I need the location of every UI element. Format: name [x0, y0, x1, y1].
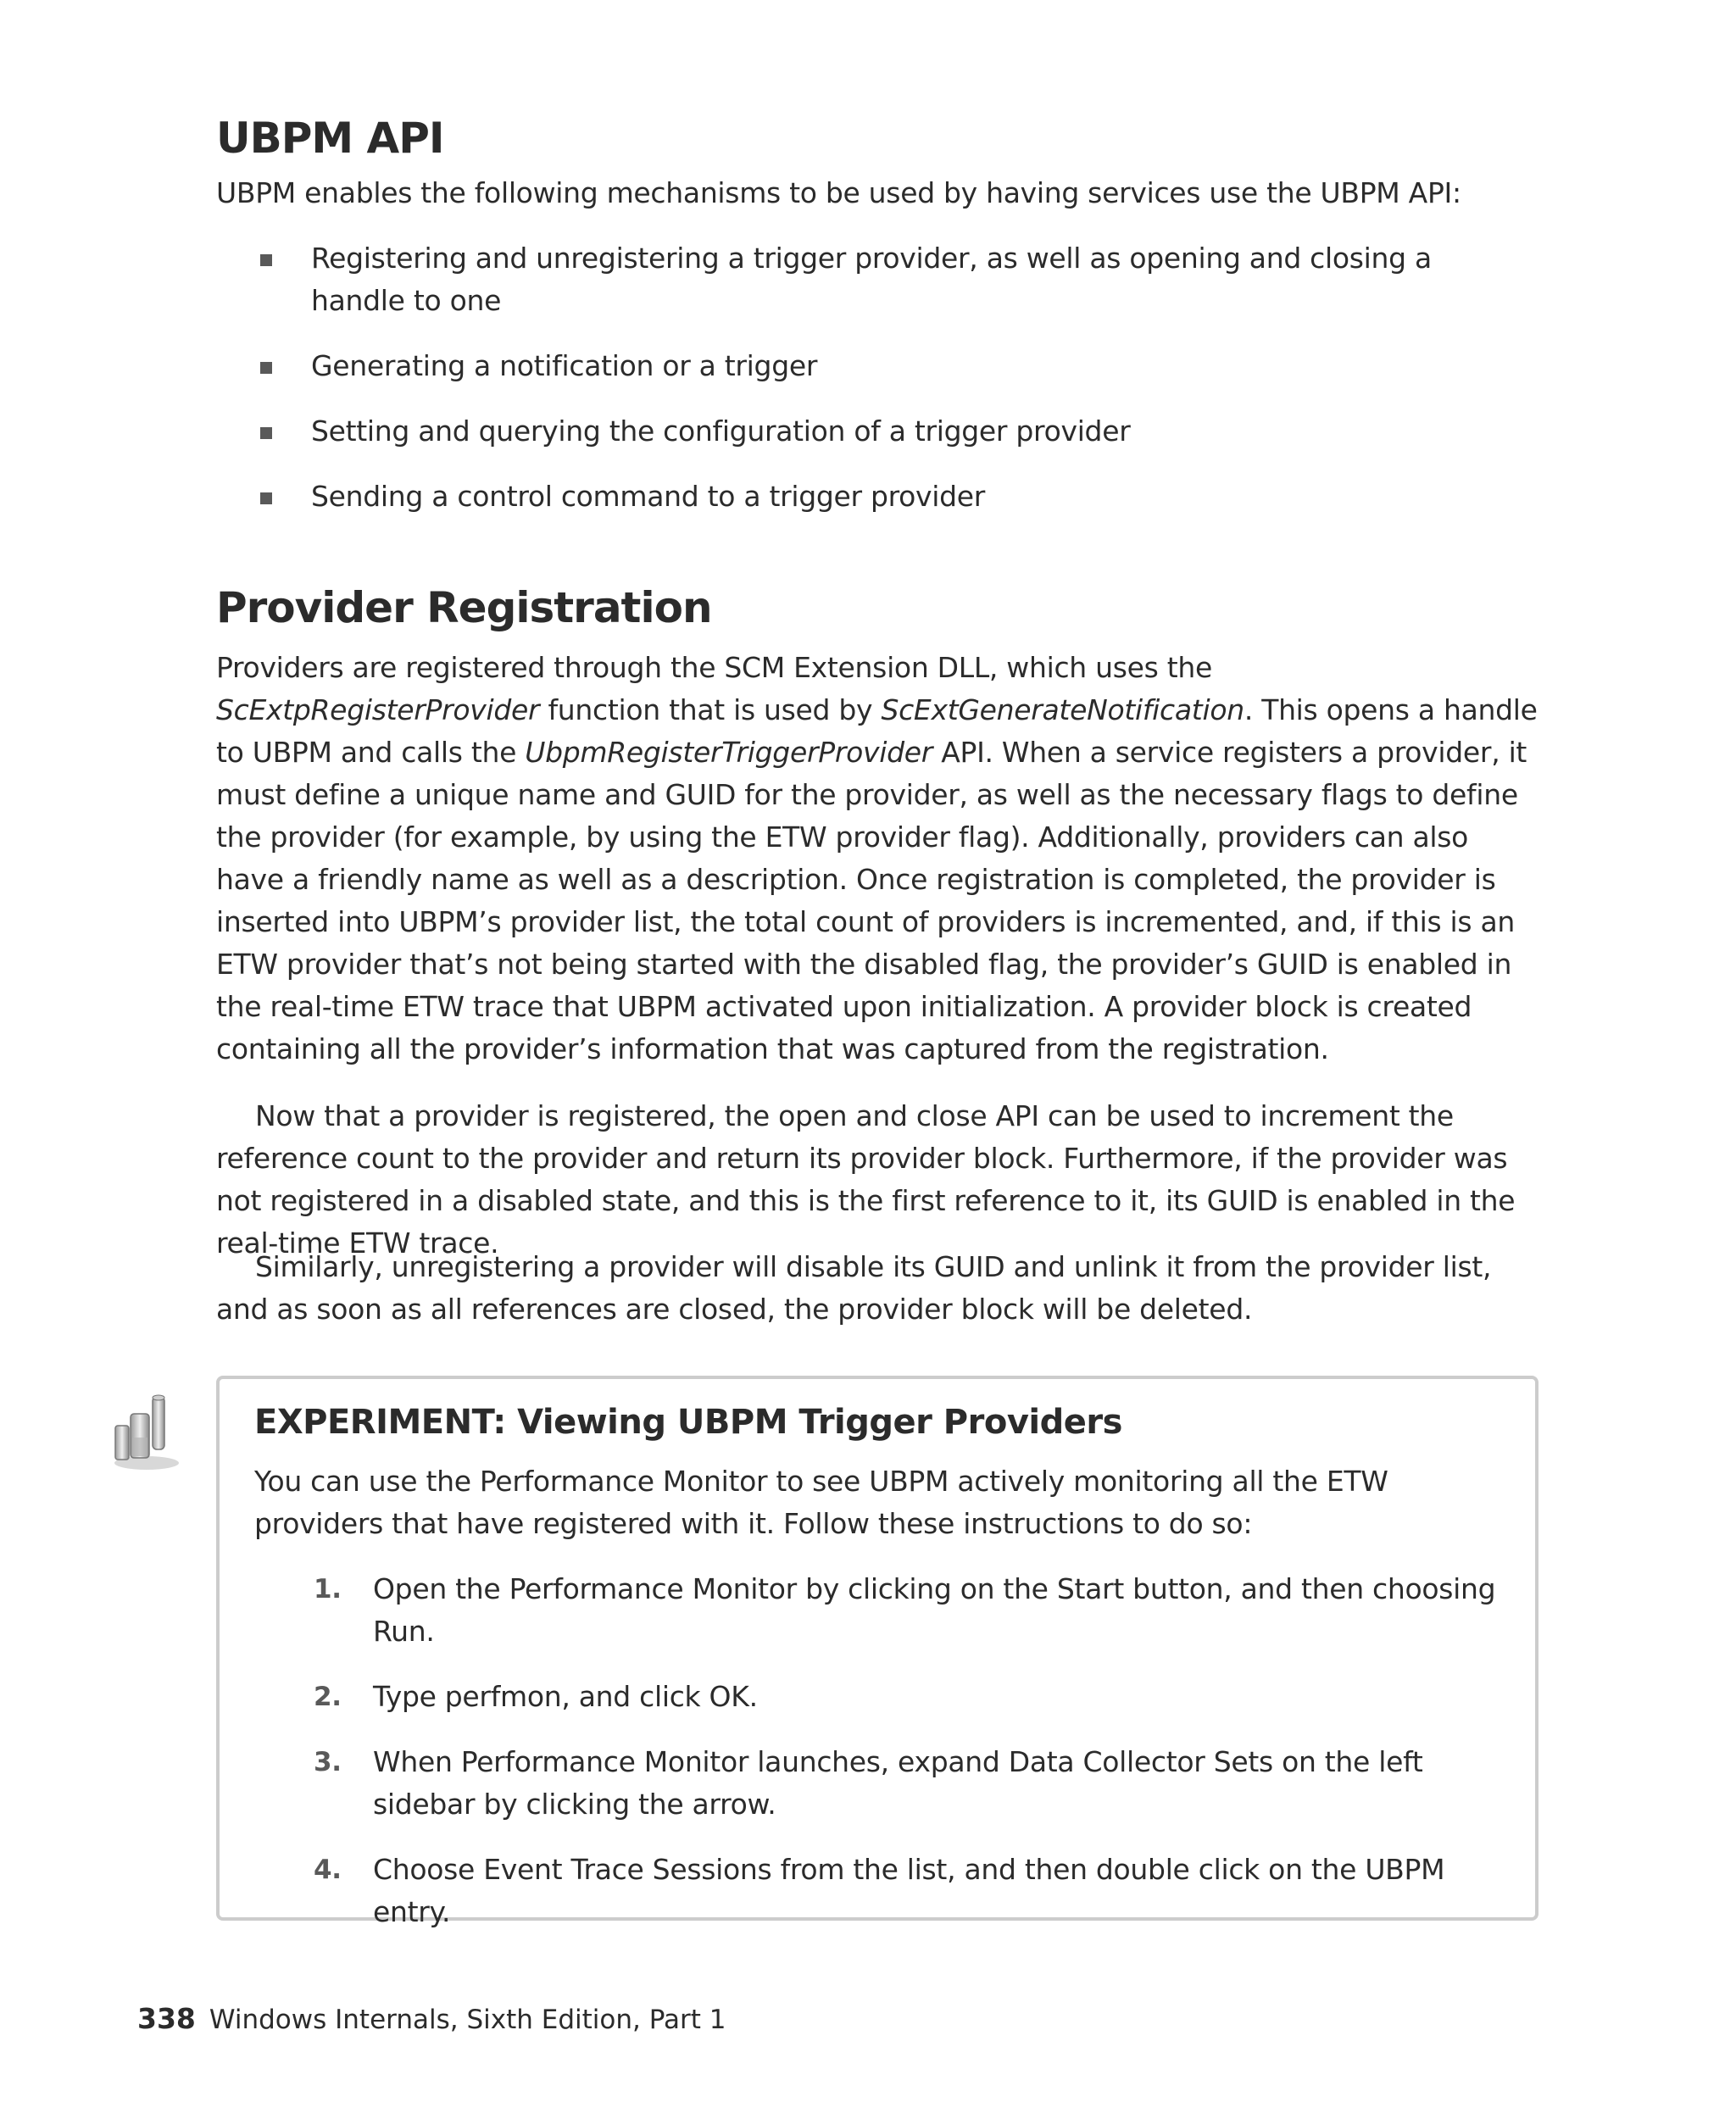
text-run: API. When a service registers a provider, it must define a unique name and GUID for the provider, as well as the necessary flags to define the provider (for example, by using the ETW provider flag). Additionally, providers can also have a friendly name as well as a description. Once registration is completed, the provider is inserted into UBPM’s provider list, the total count of providers is incremented, and, if this is an ETW provider that’s not being started with the disabled flag, the provider’s GUID is enabled in the real-time ETW trace that UBPM activated upon initialization. A provider block is created containing all the provider’s information that was captured from the registration. — [216, 736, 1527, 1065]
paragraph-registration — [216, 647, 1538, 1071]
text-run: . This opens a handle to UBPM and calls the — [216, 693, 1538, 769]
step-text: Choose Event Trace Sessions from the list, and then double click on the UBPM entry. — [373, 1853, 1445, 1928]
paragraph-open-close: Now that a provider is registered, the open and close API can be used to increment the reference count to the provider and return its provider block. Furthermore, if the provider was not registered in a disabled state, and this is the first reference to it, its GUID is enabled in the real-time ETW trace. — [216, 1099, 1516, 1260]
section-heading-ubpm-api: UBPM API — [216, 114, 444, 163]
step-text: When Performance Monitor launches, expand Data Collector Sets on the left sidebar by clicking the arrow. — [373, 1745, 1423, 1821]
step-number: 2. — [314, 1682, 342, 1712]
step-text: Type perfmon, and click OK. — [373, 1680, 758, 1713]
step-number: 3. — [314, 1747, 342, 1777]
list-item: Sending a control command to a trigger provider — [260, 476, 1511, 518]
step-number: 4. — [314, 1855, 342, 1885]
mechanism-list — [260, 237, 1511, 541]
list-item: Setting and querying the configuration of a trigger provider — [260, 410, 1511, 453]
step-text: Open the Performance Monitor by clicking on the Start button, and then choosing Run. — [373, 1572, 1496, 1648]
list-item: Generating a notification or a trigger — [260, 345, 1511, 387]
step-number: 1. — [314, 1574, 342, 1605]
step-item — [254, 1741, 1509, 1826]
experiment-steps — [254, 1568, 1509, 1956]
list-item: Registering and unregistering a trigger provider, as well as opening and closing a handle to one — [260, 237, 1511, 322]
text-run: function that is used by — [539, 693, 882, 726]
lab-beakers-icon — [108, 1390, 185, 1475]
section-intro: UBPM enables the following mechanisms to be used by having services use the UBPM API: — [216, 176, 1461, 209]
experiment-title: EXPERIMENT: Viewing UBPM Trigger Providers — [254, 1403, 1122, 1442]
function-name: ScExtpRegisterProvider — [216, 693, 540, 726]
book-title: Windows Internals, Sixth Edition, Part 1 — [209, 2005, 726, 2035]
step-item — [254, 1568, 1509, 1653]
section-heading-provider-registration: Provider Registration — [216, 583, 712, 632]
experiment-intro: You can use the Performance Monitor to see UBPM actively monitoring all the ETW providers that have registered with it. Follow these instructions to do so: — [254, 1465, 1388, 1540]
function-name: ScExtGenerateNotification — [881, 693, 1244, 726]
step-item — [254, 1849, 1509, 1933]
page-number: 338 — [137, 2002, 196, 2035]
step-item — [254, 1676, 1509, 1718]
page-footer — [137, 2002, 726, 2035]
text-run: Providers are registered through the SCM Extension DLL, which uses the — [216, 651, 1212, 684]
function-name: UbpmRegisterTriggerProvider — [525, 736, 932, 769]
paragraph-unregister: Similarly, unregistering a provider will disable its GUID and unlink it from the provider list, and as soon as all references are closed, the provider block will be deleted. — [216, 1250, 1492, 1326]
